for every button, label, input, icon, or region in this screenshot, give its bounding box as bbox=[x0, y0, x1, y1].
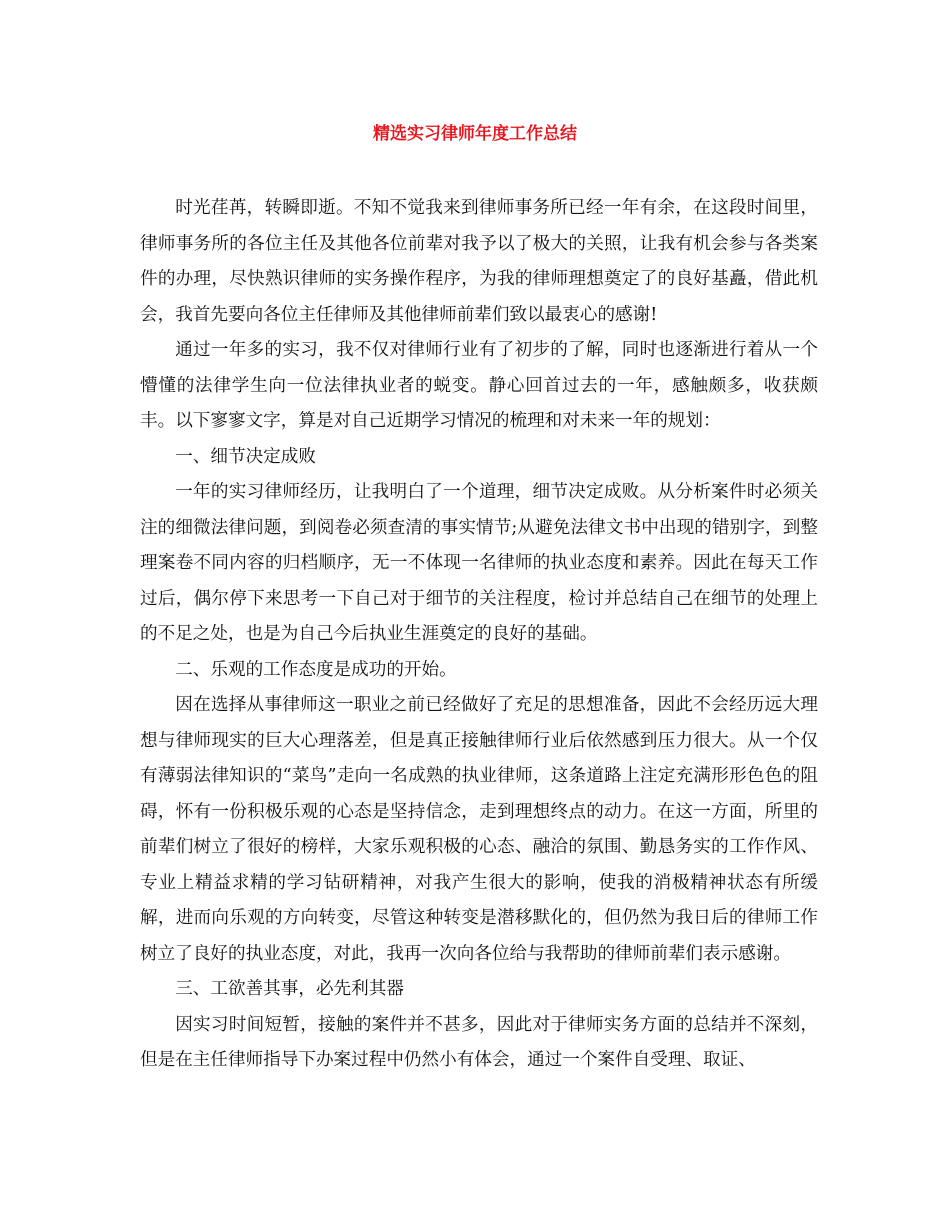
paragraph-details: 一年的实习律师经历，让我明白了一个道理，细节决定成败。从分析案件时必须关注的细微法律问题，到阅卷必须查清的事实情节;从避免法律文书中出现的错别字，到整理案卷不同内容的归档顺序，无一不体现一名律师的执业态度和素养。因此在每天工作过后，偶尔停下来思考一下自己对于细节的关注程度，检讨并总结自己在细节的处理上的不足之处，也是为自己今后执业生涯奠定的良好的基础。 bbox=[140, 482, 818, 644]
paragraph-attitude: 因在选择从事律师这一职业之前已经做好了充足的思想准备，因此不会经历远大理想与律师现实的巨大心理落差，但是真正接触律师行业后依然感到压力很大。从一个仅有薄弱法律知识的“菜鸟”走向一名成熟的执业律师，这条道路上注定充满形形色色的阻碍，怀有一份积极乐观的心态是坚持信念，走到理想终点的动力。在这一方面，所里的前辈们树立了很好的榜样，大家乐观积极的心态、融洽的氛围、勤恳务实的工作作风、专业上精益求精的学习钻研精神，对我产生很大的影响，使我的消极精神状态有所缓解，进而向乐观的方向转变，尽管这种转变是潜移默化的，但仍然为我日后的律师工作树立了良好的执业态度，对此，我再一次向各位给与我帮助的律师前辈们表示感谢。 bbox=[140, 695, 818, 964]
paragraph-overview: 通过一年多的实习，我不仅对律师行业有了初步的了解，同时也逐渐进行着从一个懵懂的法律学生向一位法律执业者的蜕变。静心回首过去的一年，感触颇多，收获颇丰。以下寥寥文字，算是对自己近期学习情况的梳理和对未来一年的规划： bbox=[140, 340, 818, 431]
section-heading-3: 三、工欲善其事，必先利其器 bbox=[175, 979, 404, 999]
document-body bbox=[140, 191, 818, 1079]
document-title: 精选实习律师年度工作总结 bbox=[373, 124, 577, 144]
paragraph-tools: 因实习时间短暂，接触的案件并不甚多，因此对于律师实务方面的总结并不深刻，但是在主任律师指导下办案过程中仍然小有体会，通过一个案件自受理、取证、 bbox=[140, 1014, 818, 1070]
section-heading-2: 二、乐观的工作态度是成功的开始。 bbox=[175, 659, 457, 680]
paragraph-intro: 时光荏苒，转瞬即逝。不知不觉我来到律师事务所已经一年有余，在这段时间里，律师事务所的各位主任及其他各位前辈对我予以了极大的关照，让我有机会参与各类案件的办理，尽快熟识律师的实务操作程序，为我的律师理想奠定了的良好基矗，借此机会，我首先要向各位主任律师及其他律师前辈们致以最衷心的感谢! bbox=[140, 198, 818, 325]
section-heading-1: 一、细节决定成败 bbox=[175, 446, 316, 467]
